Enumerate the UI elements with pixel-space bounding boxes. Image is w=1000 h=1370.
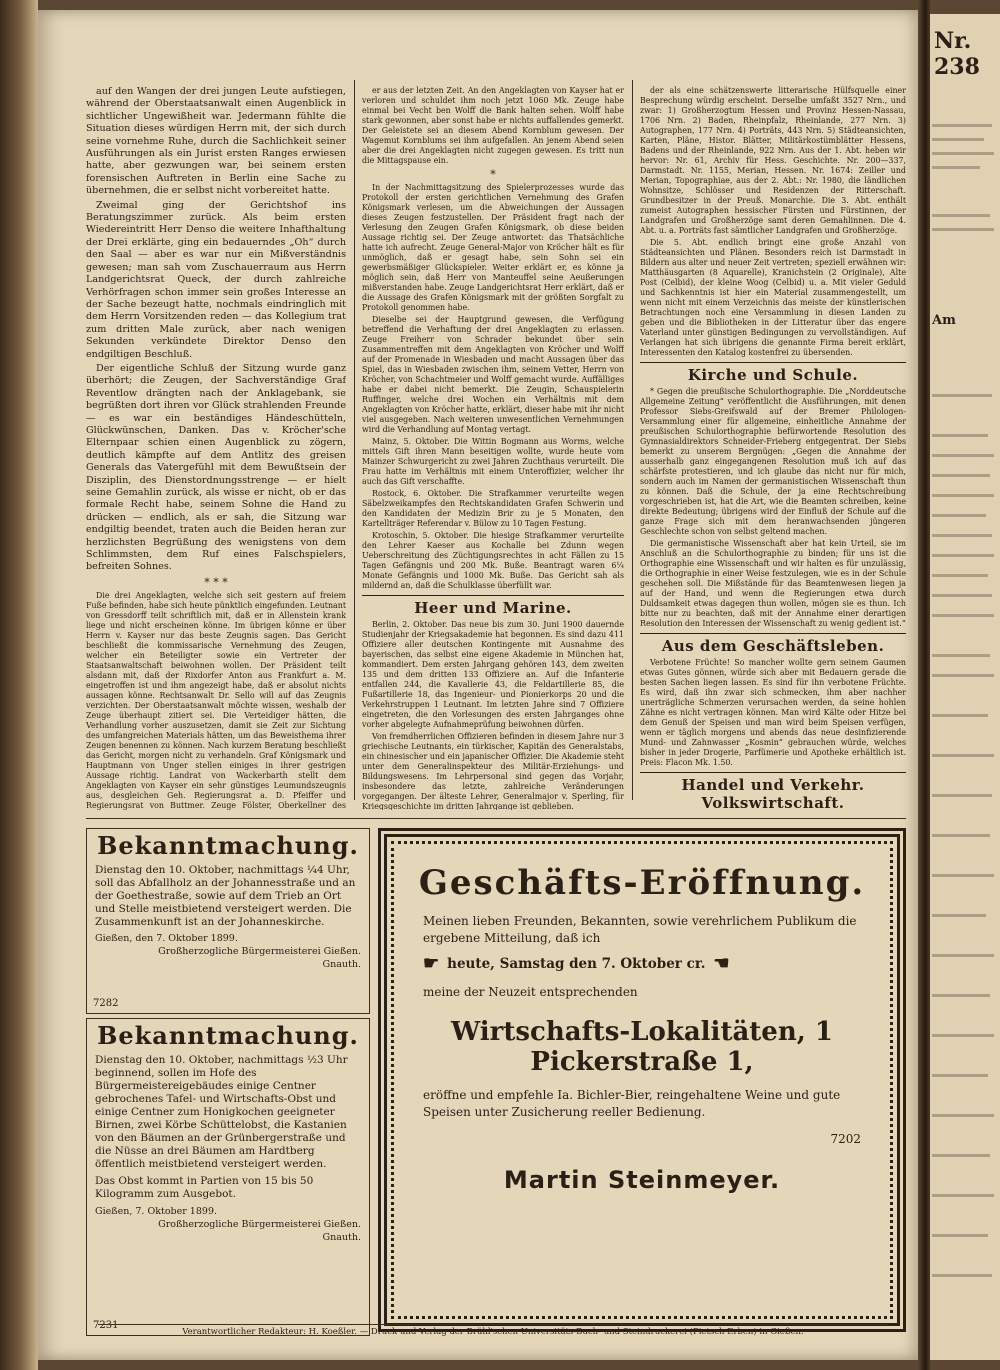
text-line-fragment [932,514,986,517]
text-line-fragment [932,754,994,757]
announcement-ad-2 [86,1018,370,1336]
text-line-fragment [932,834,990,837]
article-paragraph: Berlin, 2. Oktober. Das neue bis zum 30. Juni 1900 dauernde Studienjahr der Kriegsakademie hat begonnen. Es sind dazu 411 Offiziere aller deutschen Kontingente mit Ausnahme des bayerischen, das selbst eine eigene Akademie in München hat, kommandiert. Dem ersten Jahrgang gehören 143, dem zweiten 135 und dem dritten 133 Offiziere an. Auf die Infanterie entfallen 244, die Kavallerie 43, die Feldartillerie 85, die Fußartillerie 18, das Ingenieur- und Pionierkorps 20 und die Verkehrstruppen 1 Leutnant. Im letzten Jahre sind 7 Offiziere eingetreten, die den Vorlesungen des ersten Jahrganges ohne vorher abgelegte Aufnahmeprüfung beiwohnen dürfen. [362,620,624,729]
text-line-fragment [932,434,988,437]
article-paragraph: In der Nachmittagsitzung des Spielerprozesses wurde das Protokoll der ersten gerichtlichen Vernehmung des Grafen Königsmark verlesen, um die Abweichungen der Aussagen dieses Zeugen festzustellen. Der Präsident fragt nach der Verlesung den Zeugen Grafen Königsmark, ob diese beiden Aussage richtig sei. Der Zeuge antwortet: das Thatsächliche hatte ich aufrecht. Zeuge General-Major von Kröcher hält es für unmöglich, daß er gesagt habe, sein Sohn sei ein gewerbsmäßiger Glückspieler. Weiter erklärt er, es könne ja möglich sein, daß Herr von Manteuffel seine Aeußerungen mißverstanden habe. Zeuge Landgerichtsrat Herr erklärt, daß er die Aussage des Grafen Königsmark mit der größten Sorgfalt zu Protokoll genommen habe. [362,183,624,312]
section-title-handel: Handel und Verkehr. Volkswirtschaft. [640,772,906,810]
shop-ad-offer: eröffne und empfehle Ia. Bichler-Bier, reingehaltene Weine und gute Speisen unter Zusicherung reeller Bedienung. [423,1088,841,1119]
book-spine [0,0,38,1370]
article-paragraph: auf den Wangen der drei jungen Leute aufstiegen, während der Oberstaatsanwalt einen Augenblick in sichtlicher Ungewißheit war. Jedermann fühlte die Situation dieses würdigen Herrn mit, der sich durch seine vornehme Ruhe, durch die Sachlichkeit seiner Ausführungen als ein Jurist ersten Ranges erwiesen hatte, aber gezwungen war, bei seinem ersten forensischen Auftreten in Berlin eine Sache zu übernehmen, die er selbst nicht vorbereitet hatte. [86,86,346,197]
text-line-fragment [932,534,992,537]
pointing-hand-left-icon: ☚ [713,953,730,974]
article-paragraph: Die 5. Abt. endlich bringt eine große Anzahl von Städteansichten und Plänen. Besonders reich ist Darmstadt in Bildern aus alter und neuer Zeit vertreten; speziell erwähnen wir: Matthäusgarten (8 Aquarelle), Kranichstein (2 Originale), Alte Post (Celbid), der kleine Woog (Celbid) u. a. Mit vieler Geduld und Sachkenntnis ist hier ein Material zusammengestellt, um wenn nicht mit einem Verzeichnis das meiste der künstlerischen Betrachtungen noch eine Versammlung in diesen Landen zu geben und die Bibliotheken in der Litteratur über das engere Vaterland unter günstigen Bedingungen zu vervollständigen. Auf Verlangen hat sich übrigens die genannte Firma bereit erklärt, Interessenten den Katalog kostenfrei zu übersenden. [640,238,906,357]
next-page-heading: Am [932,313,956,328]
text-line-fragment [932,594,992,597]
text-line-fragment [932,574,988,577]
middle-column [362,86,624,810]
text-line-fragment [932,1234,988,1237]
article-paragraph: Von fremdherrlichen Offizieren befinden in diesem Jahre nur 3 griechische Leutnants, ein türkischer, Kapitän des Generalstabs, ein chinesischer und ein japanischer Offizier. Die Akademie steht unter dem Generalinspekteur des Militär-Erziehungs- und Bildungswesens. Im Lehrpersonal sind gegen das Vorjahr, insbesondere das letzte, zahlreiche Veränderungen vorgegangen. Der älteste Lehrer, Generalmajor v. Sperling, für Kriegsgeschichte im dritten Jahrgange ist geblieben. [362,732,624,810]
text-line-fragment [932,674,994,677]
ad-signature: Gnauth. [322,1232,361,1243]
ad-code: 7282 [93,998,119,1009]
text-line-fragment [932,1194,994,1197]
article-paragraph: Der eigentliche Schluß der Sitzung wurde ganz überhört; die Zeugen, der Sachverständige Graf Reventlow drängten nach der Anklagebank, sie begrüßten dort ihren vor Glück strahlenden Freunde — es war ein beständiges Händeschütteln, Glückwünschen, Danken. Das v. Kröcher'sche Elternpaar schien einen Augenblick zu zögern, deutlich kämpfte auf dem Antlitz des greisen Generals das Vatergefühl mit dem Bewußtsein der Disziplin, des Dienstordnungsstrenge — er hielt seine Gemahlin zurück, als wisse er nicht, ob er das formale Recht habe, seinem Sohne die Hand zu drücken — endlich, als er sah, die Sitzung war endgiltig beendet, traten auch die Beiden heran zur herzlichsten Begrüßung des wenigstens von dem Schlimmsten, dem Ruf eines Falschspielers, befreiten Sohnes. [86,362,346,573]
text-line-fragment [932,1154,990,1157]
ad-date: Gießen, 7. Oktober 1899. [95,1206,218,1217]
article-paragraph: Rostock, 6. Oktober. Die Strafkammer verurteilte wegen Säbelzweikampfes den Rechtskandidaten Grafen Schwerin und den Kandidaten der Medizin Brir zu je 5 Monaten, den Kartellträger Referendar v. Bülow zu 10 Tagen Festung. [362,489,624,528]
column-rule [354,80,355,800]
section-title-kirche-schule: Kirche und Schule. [640,362,906,384]
text-line-fragment [932,138,984,141]
section-title-geschaeftsleben: Aus dem Geschäftsleben. [640,633,906,655]
announcement-ad-1 [86,828,370,1014]
shop-ad-venue: Wirtschafts-Lokalitäten, 1 Pickerstraße 1, [451,1017,833,1077]
text-line-fragment [932,794,992,797]
left-column [86,86,346,810]
ad-authority: Großherzogliche Bürgermeisterei Gießen. [158,946,361,957]
section-title-heer-marine: Heer und Marine. [362,595,624,617]
ad-note: Das Obst kommt in Partien von 15 bis 50 Kilogramm zum Ausgebot. [95,1175,314,1200]
ads-divider [86,818,906,819]
book-gutter [918,0,930,1370]
ad-title: Bekanntmachung. [97,831,359,860]
ad-code: 7231 [93,1320,119,1331]
text-line-fragment [932,124,992,127]
article-paragraph: Dieselbe sei der Hauptgrund gewesen, die Verfügung betreffend die Verhaftung der drei Angeklagten zu erlassen. Zeuge Freiherr von Schrader bekundet über sein Zusammentreffen mit dem Angeklagten von Kröcher und Wolff auf der Promenade in Wiesbaden und macht Aussagen über das Spiel, das in Wiesbaden zwischen ihm, seinem Vetter, Herrn von Kröcher, von Schachtmeier und Wolff gemacht wurde. Auffälliges habe er dabei nicht bemerkt. Die Zeugin, Schauspielerin Ruffinger, welche drei Wochen ein Verhältnis mit dem Angeklagten von Kröcher hatte, erklärt, dieser habe mit ihr nicht viel ausgegeben. Nach weiteren unwesentlichen Vernehmungen wird die Verhandlung auf Montag vertagt. [362,315,624,434]
text-line-fragment [932,994,990,997]
separator: * [490,168,496,181]
article-paragraph: Die germanistische Wissenschaft aber hat kein Urteil, sie im Anschluß an die Schulorthographie zu binden; für uns ist die Orthographie eine Wissenschaft und wir halten es für unzulässig, die Orthographie in einer Weise festzulegen, wie es in der Schule geschehen soll. Die Mißstände für das Beamtenwesen liegen ja auf der Hand, und wenn die Regierungen etwa durch Duldsamkeit etwas dagegen thun wollen, mögen sie es thun. Ich bitte nur zu beachten, daß mit der Annahme einer derartigen Resolution den Interessen der Wissenschaft zu wenig gedient ist.“ [640,539,906,628]
text-line-fragment [932,166,980,169]
column-rule [632,80,633,800]
pointing-hand-icon: ☛ [423,953,440,974]
text-line-fragment [932,152,994,155]
text-line-fragment [932,394,992,397]
business-opening-ad [378,828,906,1332]
article-paragraph: Krotoschin, 5. Oktober. Die hiesige Strafkammer verurteilte den Lehrer Kaeser aus Kochalle bei Zdunn wegen Ueberschreitung des Züchtigungsrechtes in acht Fällen zu 15 Tagen Gefängnis und 200 Mk. Buße. Beantragt waren 6¼ Monate Gefängnis und 1000 Mk. Buße. Das Gericht sah als mildernd an, daß die Schulklasse überfüllt war. [362,531,624,590]
ad-body: Dienstag den 10. Oktober, nachmittags ¼4 Uhr, soll das Abfallholz an der Johannesstraße und an der Goethestraße, sowie auf dem Trieb an Ort und Stelle meistbietend versteigert werden. Die Zusammenkunft ist an der Johanneskirche. [95,864,356,928]
ad-signature: Gnauth. [322,959,361,970]
text-line-fragment [932,614,994,617]
shop-ad-date: heute, Samstag den 7. Oktober cr. [447,955,706,972]
article-paragraph: Die drei Angeklagten, welche sich seit gestern auf freiem Fuße befinden, habe sich heute pünktlich eingefunden. Leutnant von Gressdorff teilt schriftlich mit, daß er in Allenstein krank liege und nicht erscheinen könne. Im übrigen könne er über Herrn v. Kayser nur das beste Zeugnis sagen. Das Gericht beschließt die kommissarische Vernehmung des Zeugen, welcher ein Beteiligter sowie ein Vertreter der Staatsanwaltschaft beiwohnen wollen. Der Präsident teilt alsdann mit, daß der Rixdorfer Anton aus Frankfurt a. M. eingetroffen ist und ihm angezeigt habe, daß er absolut nichts aussagen könne. Rechtsanwalt Dr. Sello will auf das Zeugnis verzichten. Der Oberstaatsanwalt möchte wissen, weshalb der Zeuge überhaupt zitiert sei. Die Verteidiger hätten, die Verhandlung vorher auszusetzen, damit sie Zeit zur Sichtung des umfangreichen Materials hätten, um das Beweisthema ihrer Zeugen benennen zu können. Nach kurzem Beratung beschließt das Gericht, morgen nicht zu verhandeln. Graf Königsmark und Hauptmann von Unger stellen einiges in ihrer gestrigen Aussage richtig. Landrat von Wackerbarth stellt dem Angeklagten von Kayser ein sehr günstiges Leumundszeugnis aus, desgleichen Geh. Regierungsrat a. D. Pfeiffer und Regierungsrat von Buttmer. Zeuge Fölster, Oberkellner des [86,590,346,810]
article-paragraph: er aus der letzten Zeit. An den Angeklagten von Kayser hat er verloren und schuldet ihm noch jetzt 1060 Mk. Zeuge habe einmal bei Vecht ben Wolff die Bank halten sehen. Wolff habe stark gewonnen, aber sonst habe er nichts auffallendes gemerkt. Der Geleistete sei an diesem Abend Kornblum gewesen. Der Wagemut Kornblums sei ihm aufgefallen. An jenem Abend seien aber die drei Angeklagten nicht zugegen gewesen. Es tritt nun die Mittagspause ein. [362,86,624,165]
shop-ad-code: 7202 [830,1132,861,1146]
text-line-fragment [932,1274,992,1277]
article-paragraph: der als eine schätzenswerte litterarische Hülfsquelle einer Besprechung würdig erscheint. Derselbe umfaßt 3527 Nrn., und zwar: 1) Großherzogtum Hessen und Provinz Hessen-Nassau, 1706 Nrn. 2) Baden, Rheinpfalz, Rheinlande, 277 Nrn. 3) Autographen, 177 Nrn. 4) Porträts, 443 Nrn. 5) Städteansichten, Karten, Pläne, Histor. Blätter, Militärkostümblätter Hessens, Badens und der Rheinlande, 922 Nrn. Aus der 1. Abt. heben wir hervor: Nr. 61, Archiv für Hess. Geschichte. Nr. 200—337, Darmstadt. Nr. 1155, Merian, Hessen. Nr. 1674: Zeiller und Merian, Topographiae, aus der 2. Abt.: Nr. 1980, die ländlichen Wohnsitze, Schlösser und Residenzen der Ritterschaft. Grundbesitzer in der Preuß. Monarchie. Die 3. Abt. enthält zumeist Autographen hessischer Fürsten und Fürstinnen, der Landgrafen und Großherzöge samt deren Gemahlinnen. Die 4. Abt. u. a. Porträts fast sämtlicher Landgrafen und Großherzöge. [640,86,906,235]
ad-authority: Großherzogliche Bürgermeisterei Gießen. [158,1219,361,1230]
ad-body: Dienstag den 10. Oktober, nachmittags ½3 Uhr beginnend, sollen im Hofe des Bürgermeistereigebäudes einige Centner gebrochenes Tafel- und Wirtschafts-Obst und einige Centner zum Honigkochen geeigneter Birnen, zwei Körbe Schüttelobst, die Kastanien von den Bäumen an der Grünbergerstraße und die Nüsse an drei Bäumen am Hardtberg öffentlich meistbietend versteigert werden. [95,1054,348,1170]
shop-ad-intro: Meinen lieben Freunden, Bekannten, sowie verehrlichem Publikum die ergebene Mitteilung, daß ich [423,914,857,945]
separator: * * * [204,575,228,589]
shop-ad-pre-venue: meine der Neuzeit entsprechenden [423,985,638,999]
text-line-fragment [932,1074,988,1077]
text-line-fragment [932,954,994,957]
text-line-fragment [932,654,990,657]
text-line-fragment [932,1034,994,1037]
text-line-fragment [932,474,990,477]
article-paragraph: Mainz, 5. Oktober. Die Wittin Bogmann aus Worms, welche mittels Gift ihren Mann beseitigen wollte, wurde heute vom Mainzer Schwurgericht zu zwei Jahren Zuchthaus verurteilt. Die Frau hatte im Verhältnis mit einem Unteroffizier, welcher ihr auch das Gift verschaffte. [362,437,624,486]
text-line-fragment [932,494,994,497]
text-line-fragment [932,714,988,717]
ad-date: Gießen, den 7. Oktober 1899. [95,933,238,944]
text-line-fragment [932,554,994,557]
text-line-fragment [932,228,994,231]
article-paragraph: Verbotene Früchte! So mancher wollte gern seinem Gaumen etwas Gutes gönnen, würde sich aber mit Bedauern gerade die besten Sachen liegen lassen. Es sind für ihn verbotene Früchte. Es wird, daß ihn zwar sich schmecken, ihm aber nachher unerträgliche Schmerzen verursachen werden, da seine hohlen Zähne es nicht vertragen können. Man wird Kälte oder Hitze bei dem Genuß der Speisen und man wird beim Speisen verfügen, wenn er täglich morgens und abends das neue desinfizierende Mund- und Zahnwasser „Kosmin“ gebrauchen würde, welches bisher in jeder Drogerie, Parfümerie und Apotheke erhältlich ist. Preis: Flacon Mk. 1.50. [640,658,906,767]
article-paragraph: Zweimal ging der Gerichtshof ins Beratungszimmer zurück. Als beim ersten Wiedereintritt Herr Denso die weitere Inhafthaltung der Drei erklärte, ging ein bedauerndes „Oh“ durch den Saal — aber es war nur ein Mißverständnis gewesen; man sah vom Zuschauerraum aus Herrn Landgerichtsrat Queck, der durch zahlreiche Verhörfragen schon immer sein großes Interesse an der Sache bezeugt hatte, nochmals eindringlich mit dem Herrn Vorsitzenden reden — das Kollegium trat zum dritten Male zurück, aber nach wenigen Sekunden verkündete Direktor Denso den endgiltigen Beschluß. [86,199,346,360]
article-paragraph: * Gegen die preußische Schulorthographie. Die „Norddeutsche Allgemeine Zeitung“ veröffentlicht die Ausführungen, mit denen Professor Siebs-Greifswald auf der Bremer Philologen-Versammlung einer für allgemeine, einheitliche Annahme der preußischen Schulorthographie befürwortende Resolution des Gymnasialdirektors Schneider-Frieberg entgegentrat. Der Siebs bemerkt zu unserem Bergnügen: „Gegen die Annahme der ausserhalb ganz eingegangenen Resolution muß ich auf das schärfste protestieren, und ich glaube das nicht nur für mich, sondern auch im Namen der germanistischen Wissenschaft thun zu können. Daß die Schule, der ja eine Rechtschreibung vorgeschrieben ist, hat die Art, wie die Beamten schreiben, keine direkte Bedeutung; übrigens wird der Einfluß der Schule auf die ganze Frage sich mit dem heranwachsenden jüngeren Geschlechte schon von selbst geltend machen. [640,387,906,536]
imprint-footer: Verantwortlicher Redakteur: H. Koeßler. — Druck und Verlag der Brühl'schen Universitäts-Buch- und Steindruckerei (Pietsch Erben) in Gießen. [98,1324,888,1337]
shop-ad-owner: Martin Steinmeyer. [503,1166,781,1194]
shop-ad-title: Geschäfts-Eröffnung. [418,863,866,903]
next-page-number: Nr. 238 [934,28,980,80]
text-line-fragment [932,1114,994,1117]
shop-ad-date-line [423,953,861,974]
ad-title: Bekanntmachung. [97,1021,359,1050]
text-line-fragment [932,454,994,457]
right-column [640,86,906,810]
next-page-edge [930,14,1000,1360]
text-line-fragment [932,214,990,217]
newspaper-page [38,10,918,1360]
text-line-fragment [932,914,986,917]
text-line-fragment [932,874,994,877]
